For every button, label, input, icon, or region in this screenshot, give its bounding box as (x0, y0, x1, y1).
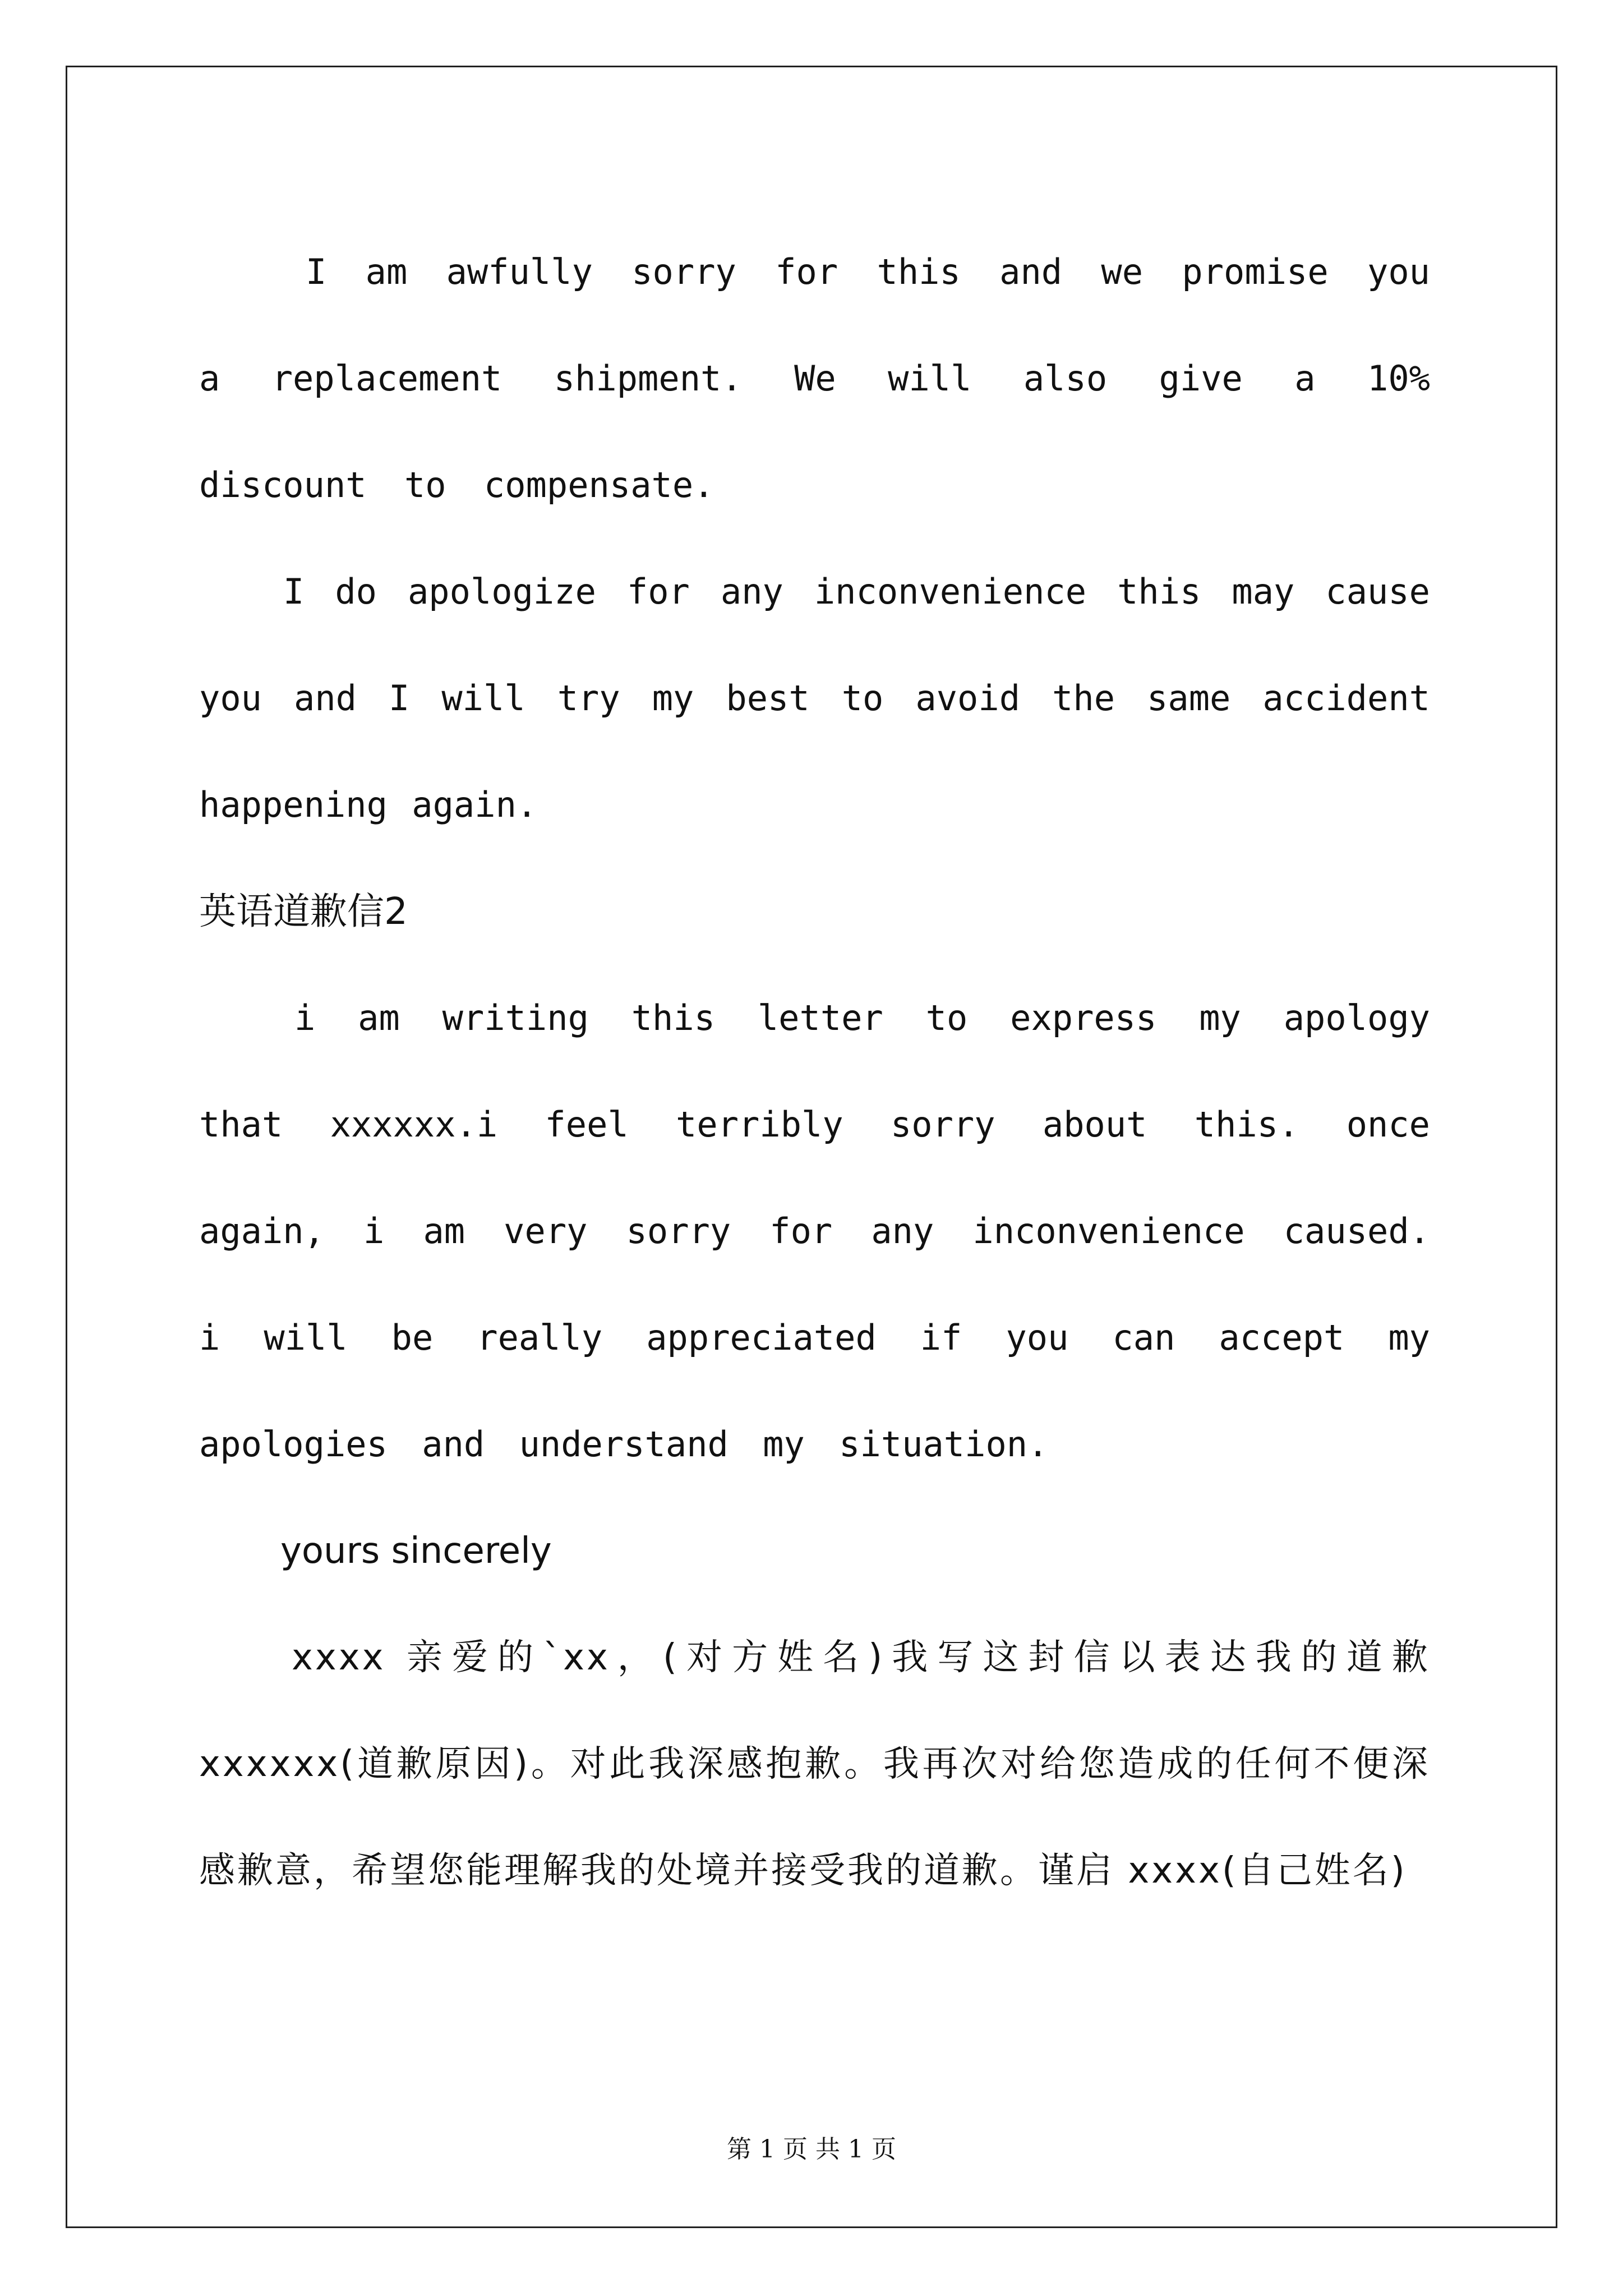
paragraph-apology-shipment: I am awfully sorry for this and we promise you a replacement shipment. We will also give a 10% discount to compensate. (199, 251, 1430, 505)
document-body (199, 219, 1430, 1924)
section-heading: 英语道歉信2 (199, 890, 408, 933)
closing-line: yours sincerely (280, 1530, 552, 1572)
paragraph-chinese-translation: xxxx 亲爱的`xx，(对方姓名)我写这封信以表达我的道歉xxxxxx(道歉原因)。对此我深感抱歉。我再次对给您造成的任何不便深感歉意，希望您能理解我的处境并接受我的道歉。谨启 xxxx(自己姓名) (199, 1637, 1430, 1892)
page-footer: 第 1 页 共 1 页 (727, 2135, 896, 2164)
paragraph-letter-body: i am writing this letter to express my apology that xxxxxx.i feel terribly sorry about this. once again, i am very sorry for any inconvenience caused. i will be really appreciated if you can accept my apologies and understand my situation. (199, 997, 1430, 1465)
paragraph-apology-inconvenience: I do apologize for any inconvenience this may cause you and I will try my best to avoid the same accident happening again. (199, 571, 1430, 825)
